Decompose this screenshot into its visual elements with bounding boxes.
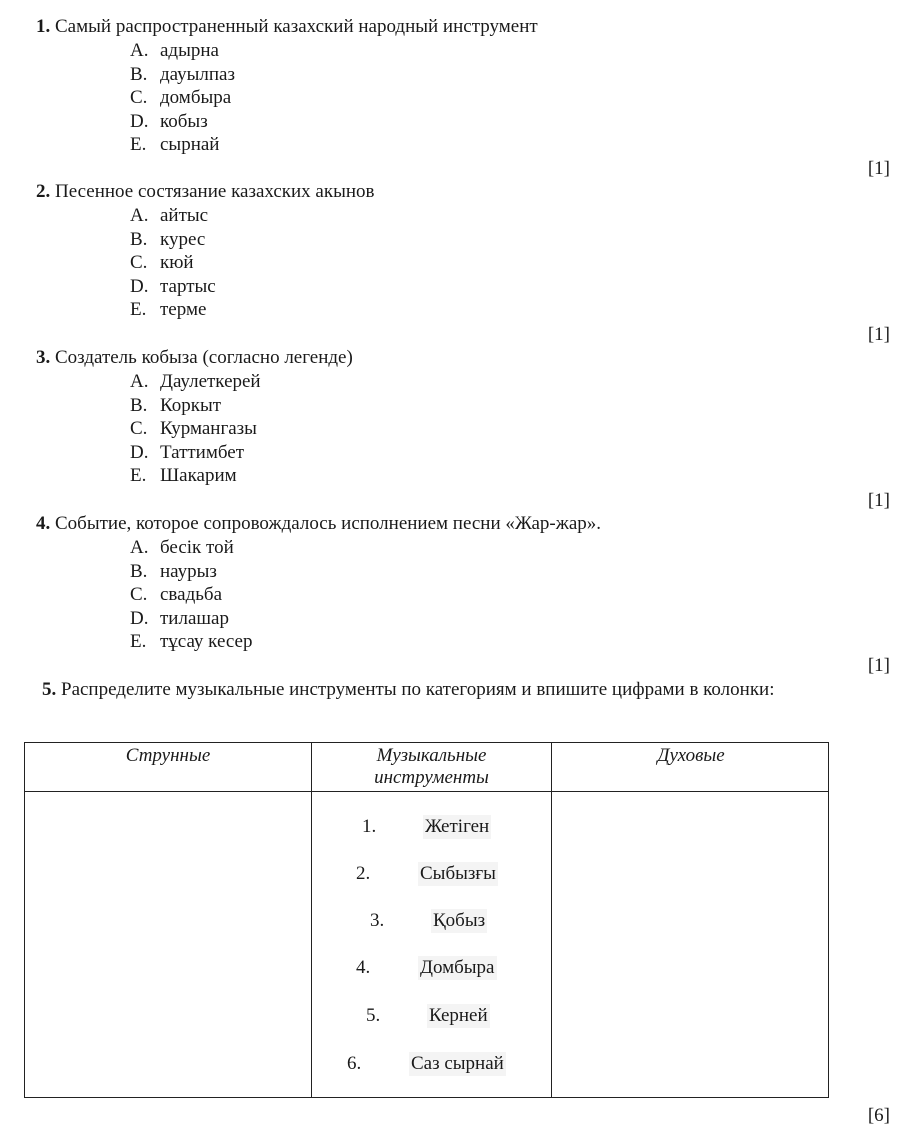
option-a: A. айтыс [130,205,209,226]
instrument-table [24,742,829,1098]
instrument-item: 5. Керней [366,1005,488,1026]
question-number: 5. [42,679,57,700]
option-c: C. свадьба [130,584,223,606]
option-d: D. тартыс [130,275,216,297]
option-b: B. курес [130,228,206,250]
header-instruments: Музыкальные инструменты [374,745,489,788]
option-list [36,370,896,488]
question-title [36,15,896,39]
question-text: Создатель кобыза (согласно легенде) [55,347,353,368]
option-e: E. сырнай [130,134,220,156]
option-e: E. терме [130,299,207,321]
question-3 [36,346,896,488]
question-title [36,346,896,370]
question-5-title [42,678,775,702]
option-list [36,536,896,654]
instrument-item: 4. Домбыра [356,957,495,978]
instrument-item: 3. Қобыз [370,910,486,931]
option-d: D. кобыз [130,110,208,132]
header-winds: Духовые [657,745,725,766]
option-list [36,39,896,157]
option-b: B. наурыз [130,560,217,582]
mark-q2: [1] [867,324,890,345]
question-1 [36,15,896,157]
option-c: C. домбыра [130,87,232,109]
option-a: A. бесік той [130,537,234,558]
option-e: E. Шакарим [130,465,237,487]
question-text: Распределите музыкальные инструменты по категориям и впишите цифрами в колонки: [61,679,775,700]
question-number: 4. [36,513,51,534]
question-4 [36,512,896,654]
instrument-item: 6. Саз сырнай [347,1053,504,1074]
option-c: C. Курмангазы [130,418,257,440]
question-text: Песенное состязание казахских акынов [55,181,375,202]
question-title [36,512,896,536]
mark-q5: [6] [867,1105,890,1126]
question-2 [36,180,896,322]
option-list [36,204,896,322]
instrument-item: 2. Сыбызғы [356,863,496,884]
option-e: E. тұсау кесер [130,631,253,653]
instrument-item: 1. Жетіген [362,816,490,837]
option-d: D. тилашар [130,607,229,629]
mark-q4: [1] [867,655,890,676]
header-strings: Струнные [125,745,211,766]
option-a: A. Даулеткерей [130,371,261,392]
question-number: 1. [36,16,51,37]
question-text: Самый распространенный казахский народный инструмент [55,16,538,37]
question-number: 3. [36,347,51,368]
option-b: B. Коркыт [130,394,222,416]
option-b: B. дауылпаз [130,63,235,85]
option-c: C. кюй [130,252,194,274]
question-title [36,180,896,204]
question-number: 2. [36,181,51,202]
question-text: Событие, которое сопровождалось исполнением песни «Жар-жар». [55,513,602,534]
mark-q3: [1] [867,490,890,511]
mark-q1: [1] [867,158,890,179]
option-a: A. адырна [130,40,219,61]
option-d: D. Таттимбет [130,441,245,463]
